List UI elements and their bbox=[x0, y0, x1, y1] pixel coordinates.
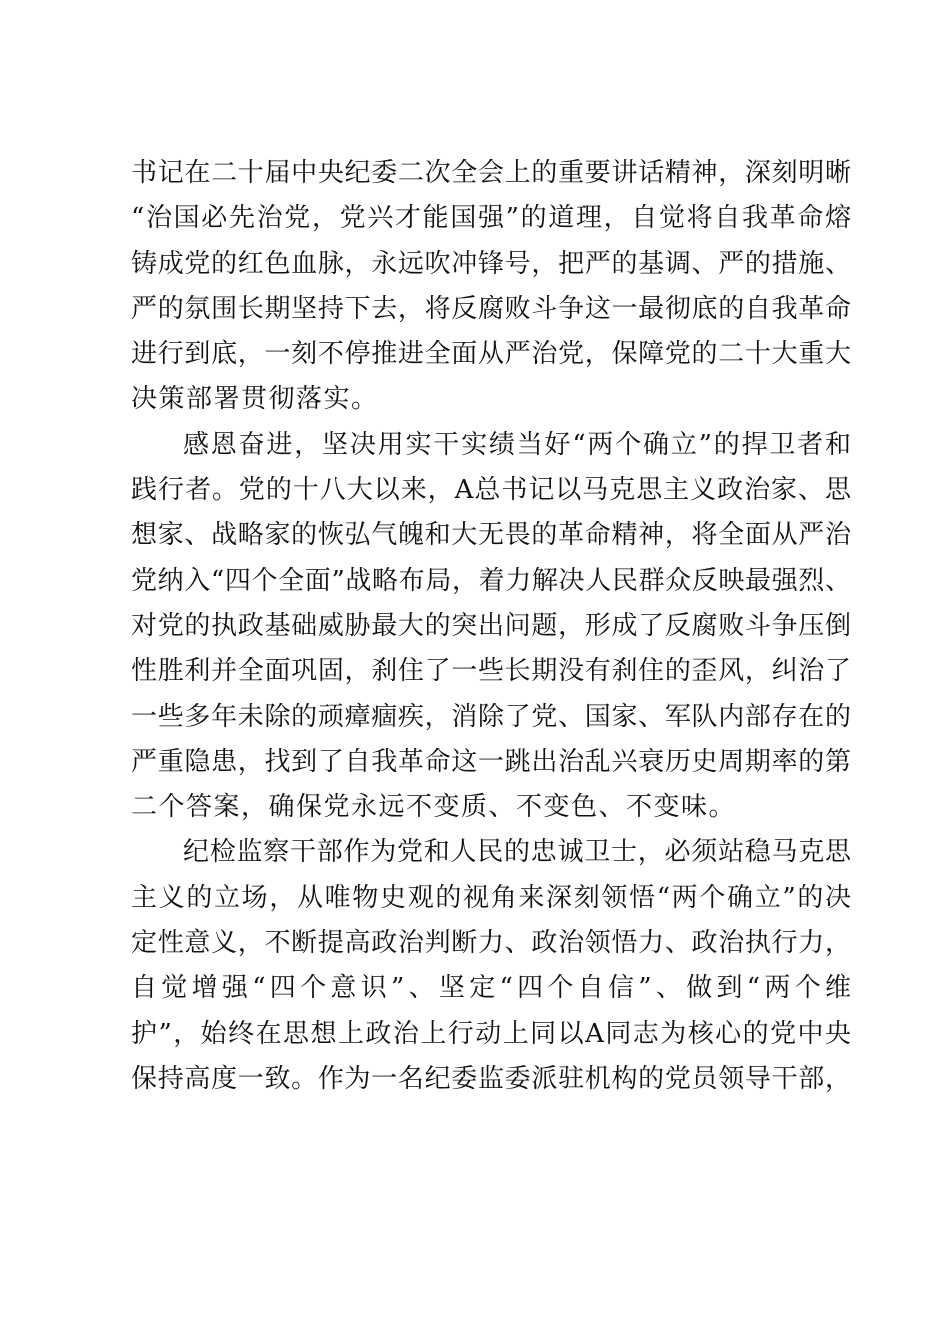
paragraph-start-line: 感恩奋进，坚决用实干实绩当好“两个确立”的捍卫者和 bbox=[183, 429, 851, 460]
text-line: 严重隐患，找到了自我革命这一跳出治乱兴衰历史周期率的第 bbox=[131, 746, 851, 777]
text-line: 定性意义，不断提高政治判断力、政治领悟力、政治执行力， bbox=[131, 928, 851, 959]
text-line: 二个答案，确保党永远不变质、不变色、不变味。 bbox=[131, 792, 737, 823]
text-line: 保持高度一致。作为一名纪委监委派驻机构的党员领导干部， bbox=[131, 1063, 851, 1094]
text-line: 铸成党的红色血脉，永远吹冲锋号，把严的基调、严的措施、 bbox=[131, 248, 851, 279]
text-line: 性胜利并全面巩固，刹住了一些长期没有刹住的歪风，纠治了 bbox=[131, 656, 851, 687]
text-line: 主义的立场，从唯物史观的视角来深刻领悟“两个确立”的决 bbox=[131, 882, 851, 913]
text-line: 护”，始终在思想上政治上行动上同以A同志为核心的党中央 bbox=[131, 1018, 851, 1049]
text-line: 进行到底，一刻不停推进全面从严治党，保障党的二十大重大 bbox=[131, 339, 851, 370]
text-line: 践行者。党的十八大以来，A总书记以马克思主义政治家、思 bbox=[131, 475, 851, 506]
text-line: 决策部署贯彻落实。 bbox=[131, 384, 379, 415]
text-line: 自觉增强“四个意识”、坚定“四个自信”、做到“两个维 bbox=[131, 973, 851, 1004]
text-line: 书记在二十届中央纪委二次全会上的重要讲话精神，深刻明晰 bbox=[131, 158, 851, 188]
text-line: 对党的执政基础威胁最大的突出问题，形成了反腐败斗争压倒 bbox=[131, 610, 851, 641]
text-line: 严的氛围长期坚持下去，将反腐败斗争这一最彻底的自我革命 bbox=[131, 293, 851, 324]
document-body bbox=[131, 151, 851, 1102]
text-line: 党纳入“四个全面”战略布局，着力解决人民群众反映最强烈、 bbox=[131, 565, 851, 596]
text-line: “治国必先治党，党兴才能国强”的道理，自觉将自我革命熔 bbox=[131, 203, 851, 234]
text-line: 一些多年未除的顽瘴痼疾，消除了党、国家、军队内部存在的 bbox=[131, 701, 851, 732]
text-line: 想家、战略家的恢弘气魄和大无畏的革命精神，将全面从严治 bbox=[131, 520, 851, 551]
paragraph-start-line: 纪检监察干部作为党和人民的忠诚卫士，必须站稳马克思 bbox=[183, 837, 851, 868]
